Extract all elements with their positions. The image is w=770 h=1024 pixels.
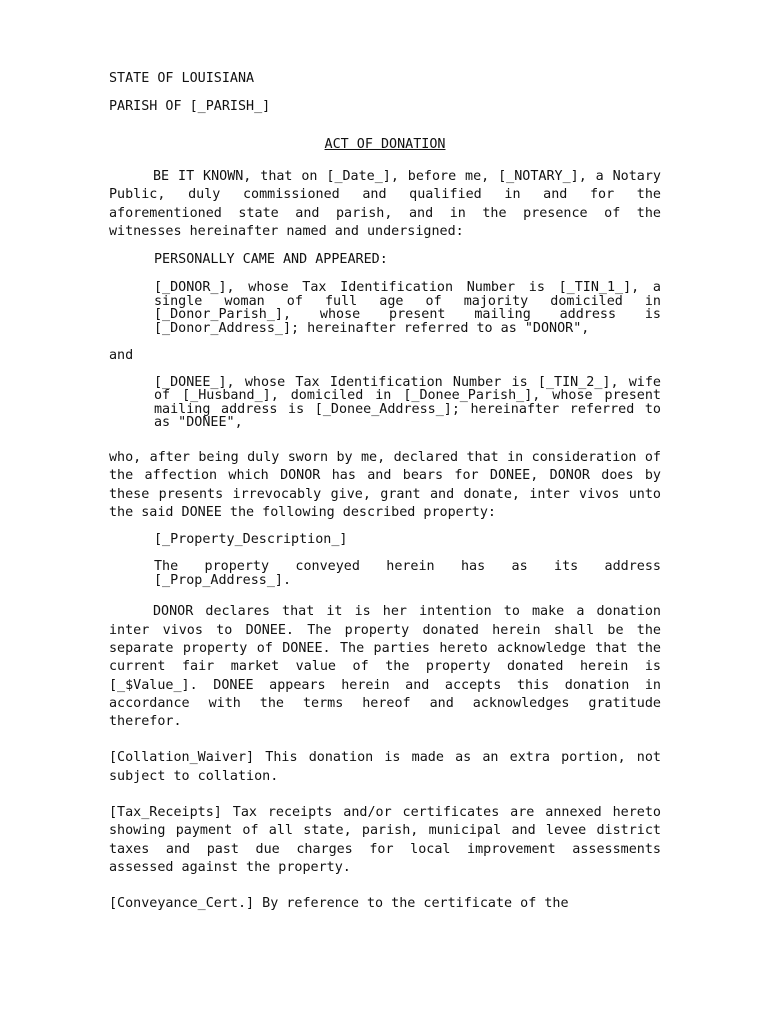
appeared-line: PERSONALLY CAME AND APPEARED:: [154, 252, 388, 268]
and-connector: and: [109, 347, 134, 363]
parish-heading: PARISH OF [_PARISH_]: [109, 99, 271, 114]
document-title: ACT OF DONATION: [324, 137, 446, 152]
document-body: [109, 70, 661, 913]
property-description: [_Property_Description_]: [154, 532, 348, 548]
donor-paragraph: [_DONOR_], whose Tax Identification Number is [_TIN_1_], a single woman of full age of majority domiciled in [_Donor_Parish_], whose present mailing address is [_Donor_Address_]; hereinafter referred to as "DONOR",: [154, 280, 661, 336]
tax-receipts-paragraph: [Tax_Receipts] Tax receipts and/or certificates are annexed hereto showing payment of all state, parish, municipal and levee district taxes and past due charges for local improvement assessments assessed against the property.: [109, 804, 661, 875]
property-address-paragraph: The property conveyed herein has as its address [_Prop_Address_].: [154, 559, 661, 588]
donee-paragraph: [_DONEE_], whose Tax Identification Number is [_TIN_2_], wife of [_Husband_], domiciled in [_Donee_Parish_], whose present mailing address is [_Donee_Address_]; hereinafter referred to as "DONEE",: [154, 374, 661, 431]
state-heading: STATE OF LOUISIANA: [109, 71, 255, 86]
conveyance-paragraph: [Conveyance_Cert.] By reference to the certificate of the: [109, 896, 569, 912]
sworn-paragraph: who, after being duly sworn by me, declared that in consideration of the affection which DONOR has and bears for DONEE, DONOR does by these presents irrevocably give, grant and donate, inter vivos unto the said DONEE the following described property:: [109, 449, 661, 520]
collation-paragraph: [Collation_Waiver] This donation is made as an extra portion, not subject to collation.: [109, 750, 661, 784]
intro-paragraph: BE IT KNOWN, that on [_Date_], before me, [_NOTARY_], a Notary Public, duly commissioned and qualified in and for the aforementioned state and parish, and in the presence of the witnesses hereinafter named and undersigned:: [109, 169, 661, 239]
intention-paragraph: DONOR declares that it is her intention to make a donation inter vivos to DONEE. The property donated herein shall be the separate property of DONEE. The parties hereto acknowledge that the current fair market value of the property donated herein is [_$Value_]. DONEE appears herein and accepts this donation in accordance with the terms hereof and acknowledges gratitude therefor.: [109, 604, 661, 730]
